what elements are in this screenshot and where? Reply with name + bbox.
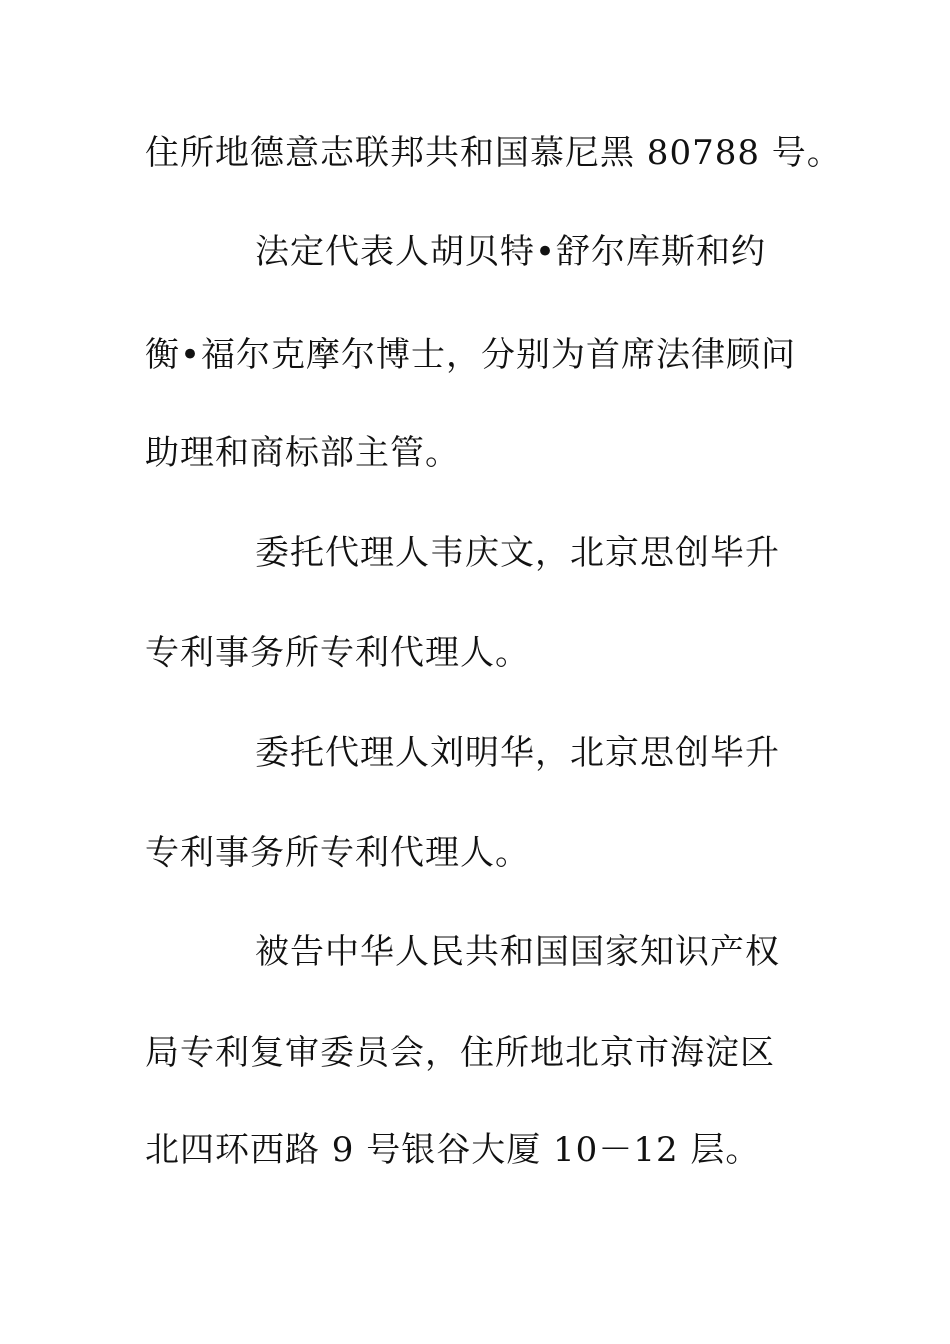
text-line: 北四环西路 9 号银谷大厦 10－12 层。 [145, 1130, 761, 1170]
text-line: 委托代理人刘明华，北京思创毕升 [255, 733, 780, 773]
text-line: 被告中华人民共和国国家知识产权 [255, 932, 780, 972]
text-line: 专利事务所专利代理人。 [145, 633, 530, 673]
text-line: 局专利复审委员会，住所地北京市海淀区 [145, 1033, 775, 1073]
text-line: 委托代理人韦庆文，北京思创毕升 [255, 533, 780, 573]
text-line: 专利事务所专利代理人。 [145, 833, 530, 873]
text-line: 衡•福尔克摩尔博士，分别为首席法律顾问 [145, 335, 797, 375]
text-line: 住所地德意志联邦共和国慕尼黑 80788 号。 [145, 133, 842, 173]
text-line: 助理和商标部主管。 [145, 433, 460, 473]
text-line: 法定代表人胡贝特•舒尔库斯和约 [255, 232, 767, 272]
